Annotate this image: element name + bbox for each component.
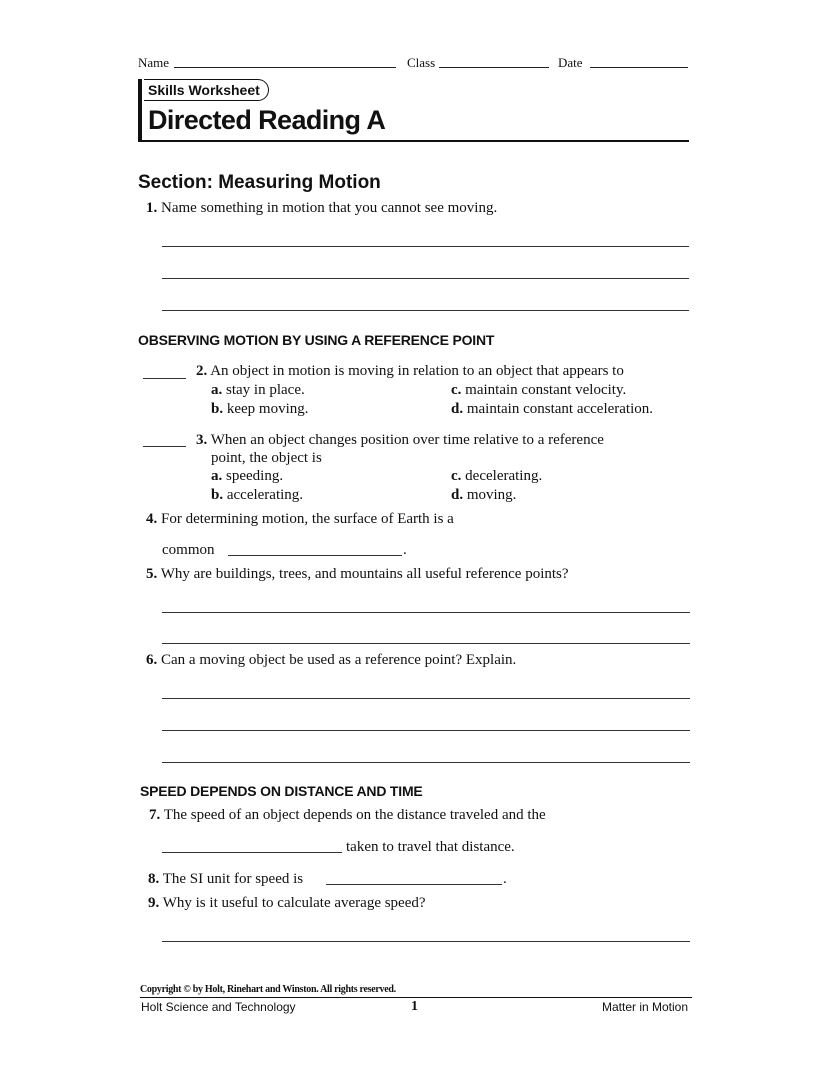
name-label: Name bbox=[138, 55, 170, 70]
class-field[interactable] bbox=[439, 67, 549, 68]
question-7 bbox=[149, 807, 546, 824]
choice-letter: c. bbox=[451, 468, 462, 484]
skills-worksheet-badge: Skills Worksheet bbox=[144, 79, 269, 101]
answer-line[interactable] bbox=[162, 310, 689, 311]
question-text: The speed of an object depends on the distance traveled and the bbox=[163, 807, 546, 823]
answer-blank[interactable] bbox=[326, 884, 502, 885]
choice-letter: b. bbox=[211, 401, 224, 417]
choice-letter: d. bbox=[451, 401, 464, 417]
question-2 bbox=[196, 363, 624, 380]
answer-blank[interactable] bbox=[162, 852, 342, 853]
question-number: 6. bbox=[146, 652, 158, 668]
answer-line[interactable] bbox=[162, 612, 690, 613]
choice-b[interactable] bbox=[211, 401, 309, 418]
question-6 bbox=[146, 652, 516, 669]
date-field[interactable] bbox=[590, 67, 688, 68]
question-3 bbox=[196, 432, 604, 449]
page-number: 1 bbox=[411, 999, 418, 1014]
question-number: 5. bbox=[146, 566, 158, 582]
choice-letter: a. bbox=[211, 382, 223, 398]
answer-line[interactable] bbox=[162, 698, 690, 699]
choice-text: maintain constant velocity. bbox=[465, 382, 627, 398]
choice-text: moving. bbox=[466, 487, 517, 503]
answer-blank[interactable] bbox=[143, 378, 186, 379]
answer-line[interactable] bbox=[162, 730, 690, 731]
answer-line[interactable] bbox=[162, 941, 690, 942]
question-5 bbox=[146, 566, 569, 583]
copyright-text: Copyright © by Holt, Rinehart and Winston. All rights reserved. bbox=[140, 984, 396, 995]
answer-line[interactable] bbox=[162, 246, 689, 247]
page-title: Directed Reading A bbox=[148, 105, 386, 135]
question-text: Name something in motion that you cannot see moving. bbox=[161, 200, 498, 216]
choice-d[interactable] bbox=[451, 401, 653, 418]
choice-text: decelerating. bbox=[465, 468, 543, 484]
answer-blank[interactable] bbox=[228, 555, 402, 556]
choice-text: keep moving. bbox=[226, 401, 309, 417]
answer-line[interactable] bbox=[162, 278, 689, 279]
question-number: 2. bbox=[196, 363, 208, 379]
date-label: Date bbox=[558, 55, 583, 70]
question-number: 3. bbox=[196, 432, 208, 448]
choice-text: accelerating. bbox=[226, 487, 304, 503]
choice-letter: a. bbox=[211, 468, 223, 484]
footer-rule bbox=[140, 997, 692, 998]
question-text: For determining motion, the surface of Earth is a bbox=[161, 511, 454, 527]
choice-a[interactable] bbox=[211, 468, 283, 485]
choice-text: stay in place. bbox=[226, 382, 305, 398]
footer-book-title: Holt Science and Technology bbox=[141, 1000, 296, 1014]
question-text: Can a moving object be used as a reference point? Explain. bbox=[161, 652, 517, 668]
choice-letter: b. bbox=[211, 487, 224, 503]
choice-text: maintain constant acceleration. bbox=[466, 401, 654, 417]
choice-a[interactable] bbox=[211, 382, 305, 399]
choice-letter: d. bbox=[451, 487, 464, 503]
question-9 bbox=[148, 895, 426, 912]
choice-c[interactable] bbox=[451, 468, 542, 485]
question-number: 7. bbox=[149, 807, 161, 823]
question-number: 9. bbox=[148, 895, 160, 911]
class-label: Class bbox=[407, 55, 436, 70]
question-text: When an object changes position over time relative to a reference bbox=[210, 432, 604, 448]
question-number: 1. bbox=[146, 200, 158, 216]
title-underline bbox=[138, 140, 689, 142]
period: . bbox=[403, 542, 407, 558]
answer-blank[interactable] bbox=[143, 446, 186, 447]
section-title: Section: Measuring Motion bbox=[138, 172, 381, 193]
choice-d[interactable] bbox=[451, 487, 516, 504]
question-text: The SI unit for speed is bbox=[162, 871, 304, 887]
question-number: 8. bbox=[148, 871, 160, 887]
question-text: An object in motion is moving in relation to an object that appears to bbox=[210, 363, 624, 379]
name-field[interactable] bbox=[174, 67, 396, 68]
subhead-reference-point: OBSERVING MOTION BY USING A REFERENCE POINT bbox=[138, 332, 495, 348]
choice-text: speeding. bbox=[226, 468, 284, 484]
question-text: Why is it useful to calculate average speed? bbox=[162, 895, 426, 911]
question-1 bbox=[146, 200, 497, 217]
question-8 bbox=[148, 871, 303, 888]
footer-chapter-title: Matter in Motion bbox=[602, 1000, 689, 1014]
period: . bbox=[503, 871, 507, 887]
question-4 bbox=[146, 511, 454, 528]
subhead-speed: SPEED DEPENDS ON DISTANCE AND TIME bbox=[140, 783, 423, 799]
answer-line[interactable] bbox=[162, 643, 690, 644]
title-bar-rule bbox=[138, 79, 142, 141]
answer-line[interactable] bbox=[162, 762, 690, 763]
question-text: Why are buildings, trees, and mountains all useful reference points? bbox=[160, 566, 569, 582]
choice-b[interactable] bbox=[211, 487, 303, 504]
question-3-continued: point, the object is bbox=[211, 450, 322, 466]
choice-letter: c. bbox=[451, 382, 462, 398]
question-4-common: common bbox=[162, 542, 215, 558]
question-7-continued: taken to travel that distance. bbox=[346, 839, 515, 855]
choice-c[interactable] bbox=[451, 382, 626, 399]
question-number: 4. bbox=[146, 511, 158, 527]
